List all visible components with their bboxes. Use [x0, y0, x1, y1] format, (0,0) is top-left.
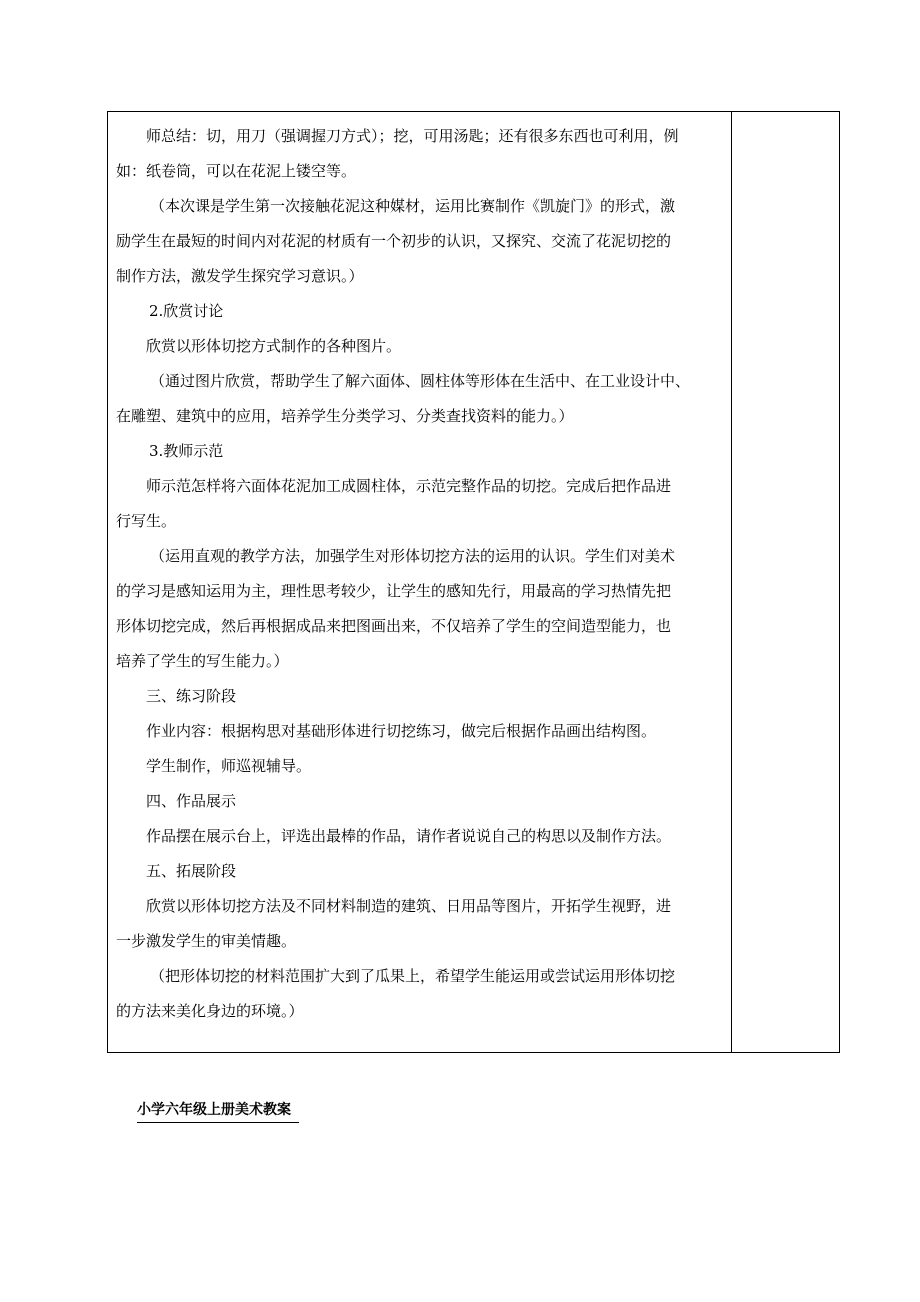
paragraph-8-line-2: 的学习是感知运用为主，理性思考较少，让学生的感知先行，用最高的学习热情先把 — [116, 582, 672, 600]
paragraph-5-line-1: （通过图片欣赏，帮助学生了解六面体、圆柱体等形体在生活中、在工业设计中、 — [150, 372, 691, 390]
lesson-plan-table — [107, 111, 840, 1053]
paragraph-7-line-2: 行写生。 — [116, 512, 177, 530]
paragraph-3-line-1: 2.欣赏讨论 — [149, 302, 224, 320]
paragraph-8-line-1: （运用直观的教学方法，加强学生对形体切挖方法的运用的认识。学生们对美术 — [150, 547, 676, 565]
paragraph-7-line-1: 师示范怎样将六面体花泥加工成圆柱体，示范完整作品的切挖。完成后把作品进 — [146, 477, 672, 495]
paragraph-6-line-1: 3.教师示范 — [149, 442, 224, 460]
paragraph-9-line-1: 三、练习阶段 — [146, 687, 237, 705]
paragraph-14-line-1: 五、拓展阶段 — [146, 862, 237, 880]
paragraph-10-line-1: 作业内容：根据构思对基础形体进行切挖练习，做完后根据作品画出结构图。 — [146, 722, 657, 740]
paragraph-8-line-3: 形体切挖完成，然后再根据成品来把图画出来，不仅培养了学生的空间造型能力，也 — [116, 617, 672, 635]
paragraph-1-line-1: 师总结：切，用刀（强调握刀方式）；挖，可用汤匙；还有很多东西也可利用，例 — [146, 127, 679, 145]
notes-cell — [732, 112, 839, 1052]
teaching-process-cell — [108, 112, 732, 1052]
paragraph-11-line-1: 学生制作，师巡视辅导。 — [146, 757, 312, 775]
paragraph-12-line-1: 四、作品展示 — [146, 792, 237, 810]
paragraph-16-line-2: 的方法来美化身边的环境。） — [116, 1002, 304, 1020]
paragraph-15-line-2: 一步激发学生的审美情趣。 — [116, 932, 297, 950]
teaching-process-content — [116, 119, 722, 1029]
paragraph-5-line-2: 在雕塑、建筑中的应用，培养学生分类学习、分类查找资料的能力。） — [116, 407, 574, 425]
paragraph-2-line-3: 制作方法，激发学生探究学习意识。） — [116, 267, 364, 285]
paragraph-15-line-1: 欣赏以形体切挖方法及不同材料制造的建筑、日用品等图片，开拓学生视野，进 — [146, 897, 672, 915]
paragraph-1-line-2: 如：纸卷筒，可以在花泥上镂空等。 — [116, 162, 357, 180]
paragraph-8-line-4: 培养了学生的写生能力。） — [116, 652, 289, 670]
document-footer-title: 小学六年级上册美术教案 — [137, 1100, 299, 1123]
paragraph-4-line-1: 欣赏以形体切挖方式制作的各种图片。 — [146, 337, 402, 355]
paragraph-16-line-1: （把形体切挖的材料范围扩大到了瓜果上，希望学生能运用或尝试运用形体切挖 — [150, 967, 676, 985]
paragraph-2-line-1: （本次课是学生第一次接触花泥这种媒材，运用比赛制作《凯旋门》的形式，激 — [150, 197, 676, 215]
paragraph-13-line-1: 作品摆在展示台上，评选出最棒的作品，请作者说说自己的构思以及制作方法。 — [146, 827, 672, 845]
paragraph-2-line-2: 励学生在最短的时间内对花泥的材质有一个初步的认识，又探究、交流了花泥切挖的 — [116, 232, 672, 250]
